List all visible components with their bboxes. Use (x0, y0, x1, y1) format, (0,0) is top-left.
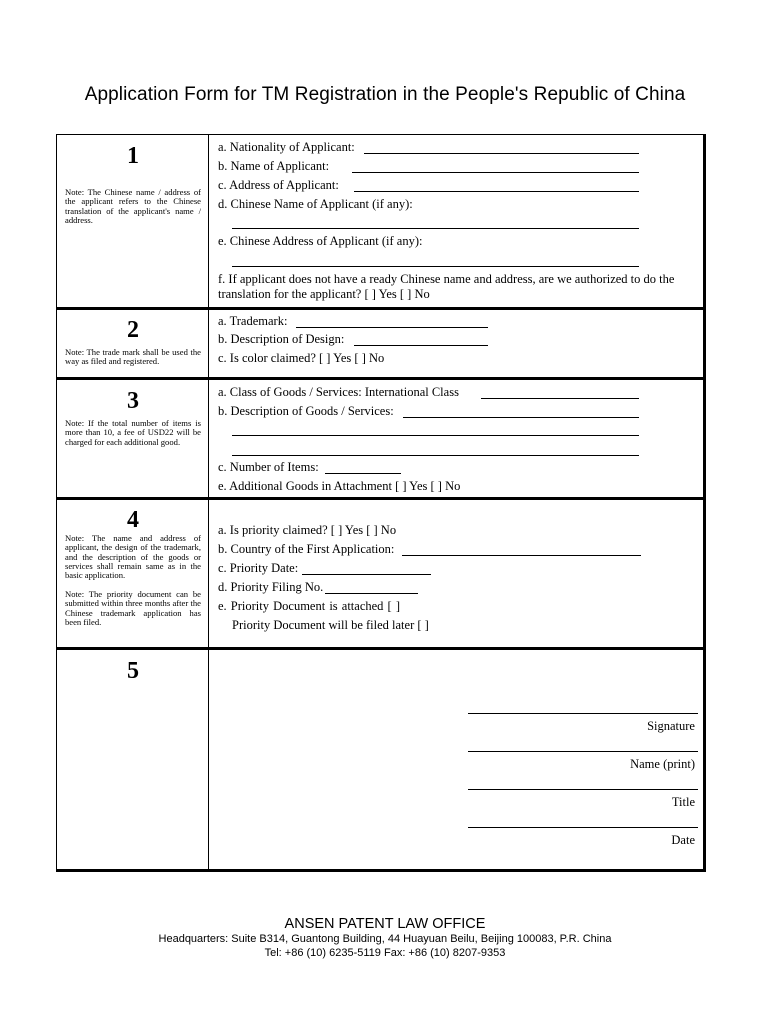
translation-question: f. If applicant does not have a ready Chinese name and address, are we authorized to do the (218, 272, 675, 286)
section-note: Note: If the total number of items is more than 10, a fee of USD22 will be charged for each additional good. (65, 418, 201, 447)
international-class-field[interactable] (481, 398, 639, 399)
section-1-fields (209, 135, 703, 307)
firm-contact: Tel: +86 (10) 6235-5119 Fax: +86 (10) 8207-9353 (264, 947, 506, 959)
goods-description-field-1[interactable] (403, 417, 639, 418)
form-title: Application Form for TM Registration in the People's Republic of China (84, 84, 686, 105)
section-4-sidebar (57, 500, 209, 647)
section-number: 5 (127, 658, 139, 684)
priority-document-filed-later[interactable]: Priority Document will be filed later [ ] (232, 618, 429, 632)
chinese-address-field[interactable] (232, 266, 639, 267)
first-application-country-label: b. Country of the First Application: (218, 542, 395, 556)
chinese-name-field[interactable] (232, 228, 639, 229)
signature-field[interactable] (468, 713, 698, 714)
firm-address: Headquarters: Suite B314, Guantong Building, 44 Huayuan Beilu, Beijing 100083, P.R. China (158, 933, 612, 945)
section-number: 2 (127, 317, 139, 343)
application-form (56, 134, 706, 872)
section-5 (57, 650, 703, 870)
color-claimed-question[interactable]: c. Is color claimed? [ ] Yes [ ] No (218, 351, 385, 365)
priority-filing-number-label: d. Priority Filing No. (218, 580, 324, 594)
section-number: 1 (127, 143, 139, 169)
section-2 (57, 310, 703, 380)
trademark-field[interactable] (296, 327, 488, 328)
applicant-name-label: b. Name of Applicant: (218, 159, 330, 173)
goods-description-field-2[interactable] (232, 435, 639, 436)
priority-document-attached[interactable]: e. Priority Document is attached [ ] (218, 599, 400, 613)
priority-date-label: c. Priority Date: (218, 561, 299, 575)
date-label: Date (671, 833, 695, 847)
title-field[interactable] (468, 789, 698, 790)
nationality-label: a. Nationality of Applicant: (218, 140, 355, 154)
section-2-fields (209, 310, 703, 377)
section-3-sidebar (57, 380, 209, 497)
signature-label: Signature (647, 719, 695, 733)
design-description-field[interactable] (354, 345, 488, 346)
priority-filing-number-field[interactable] (325, 593, 418, 594)
firm-name: ANSEN PATENT LAW OFFICE (284, 916, 486, 932)
goods-description-label: b. Description of Goods / Services: (218, 404, 394, 418)
applicant-address-label: c. Address of Applicant: (218, 178, 339, 192)
translation-options[interactable]: translation for the applicant? [ ] Yes [ ] No (218, 287, 430, 301)
section-4-fields (209, 500, 703, 647)
section-2-sidebar (57, 310, 209, 377)
goods-description-field-3[interactable] (232, 455, 639, 456)
section-1 (57, 135, 703, 310)
section-4 (57, 500, 703, 650)
section-note-basic-application: Note: The name and address of applicant, the design of the trademark, and the description of the goods or services shall remain same as in the basic application. (65, 533, 201, 581)
name-print-label: Name (print) (630, 757, 695, 771)
section-3 (57, 380, 703, 500)
date-field[interactable] (468, 827, 698, 828)
section-number: 4 (127, 507, 139, 533)
section-3-fields (209, 380, 703, 497)
trademark-label: a. Trademark: (218, 314, 288, 328)
additional-goods-question[interactable]: e. Additional Goods in Attachment [ ] Yes [ ] No (218, 479, 461, 493)
name-print-field[interactable] (468, 751, 698, 752)
design-description-label: b. Description of Design: (218, 332, 345, 346)
number-of-items-label: c. Number of Items: (218, 460, 319, 474)
title-label: Title (671, 795, 695, 809)
section-number: 3 (127, 388, 139, 414)
first-application-country-field[interactable] (402, 555, 641, 556)
applicant-name-field[interactable] (352, 172, 639, 173)
chinese-name-label: d. Chinese Name of Applicant (if any): (218, 197, 413, 211)
goods-class-label: a. Class of Goods / Services: International Class (218, 385, 459, 399)
section-note: Note: The Chinese name / address of the applicant refers to the Chinese translation of the applicant's name / address. (65, 187, 201, 225)
section-5-sidebar (57, 650, 209, 870)
number-of-items-field[interactable] (325, 473, 401, 474)
section-5-signature-block (209, 650, 703, 870)
priority-claimed-question[interactable]: a. Is priority claimed? [ ] Yes [ ] No (218, 523, 397, 537)
section-note-priority-document: Note: The priority document can be submitted within three months after the Chinese trademark application has been filed. (65, 589, 201, 627)
section-note: Note: The trade mark shall be used the way as filed and registered. (65, 347, 201, 367)
applicant-address-field[interactable] (354, 191, 639, 192)
chinese-address-label: e. Chinese Address of Applicant (if any): (218, 234, 423, 248)
section-1-sidebar (57, 135, 209, 307)
priority-date-field[interactable] (302, 574, 431, 575)
nationality-field[interactable] (364, 153, 639, 154)
